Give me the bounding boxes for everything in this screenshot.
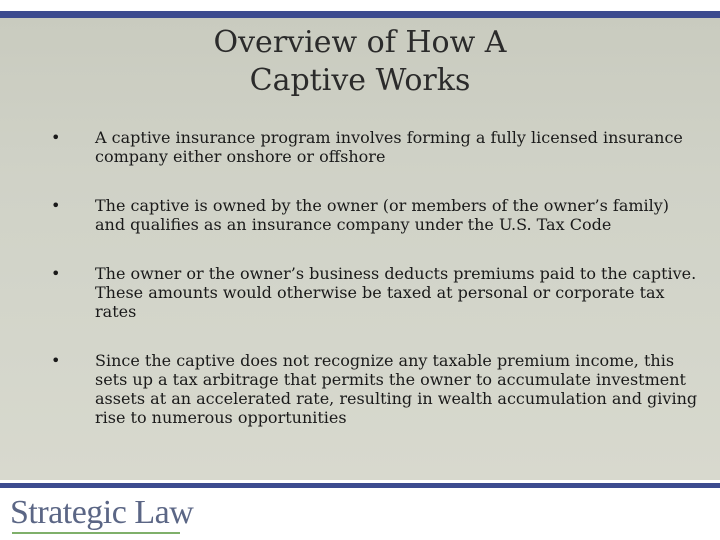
bullet-dot: • bbox=[51, 196, 61, 215]
bullet-item bbox=[0, 351, 720, 427]
slide-title-line-1: Overview of How A bbox=[213, 25, 507, 60]
bullet-dot: • bbox=[51, 128, 61, 147]
bullet-text: The captive is owned by the owner (or members of the owner’s family) and qualifies as an insurance company under the U.S. Tax Code bbox=[95, 196, 670, 234]
top-divider bbox=[0, 11, 720, 18]
slide-title-line-2: Captive Works bbox=[249, 63, 471, 98]
bullet-dot: • bbox=[51, 351, 61, 370]
bullet-item bbox=[0, 196, 720, 234]
logo-wordmark: Strategic Law bbox=[10, 494, 194, 531]
slide-title bbox=[0, 24, 720, 100]
bullet-item bbox=[0, 128, 720, 166]
bullet-dot: • bbox=[51, 264, 61, 283]
logo-underline bbox=[12, 532, 180, 534]
bullet-list bbox=[0, 128, 720, 427]
bullet-item bbox=[0, 264, 720, 321]
bottom-divider bbox=[0, 483, 720, 488]
strategic-law-logo bbox=[10, 494, 193, 540]
bullet-text: The owner or the owner’s business deducts premiums paid to the captive. These amounts would otherwise be taxed at personal or corporate tax rates bbox=[95, 264, 697, 321]
bullet-text: Since the captive does not recognize any taxable premium income, this sets up a tax arbitrage that permits the owner to accumulate investment assets at an accelerated rate, resulting in wealth accumulation and giving rise to numerous opportunities bbox=[95, 351, 698, 427]
bullet-text: A captive insurance program involves forming a fully licensed insurance company either onshore or offshore bbox=[95, 128, 683, 166]
